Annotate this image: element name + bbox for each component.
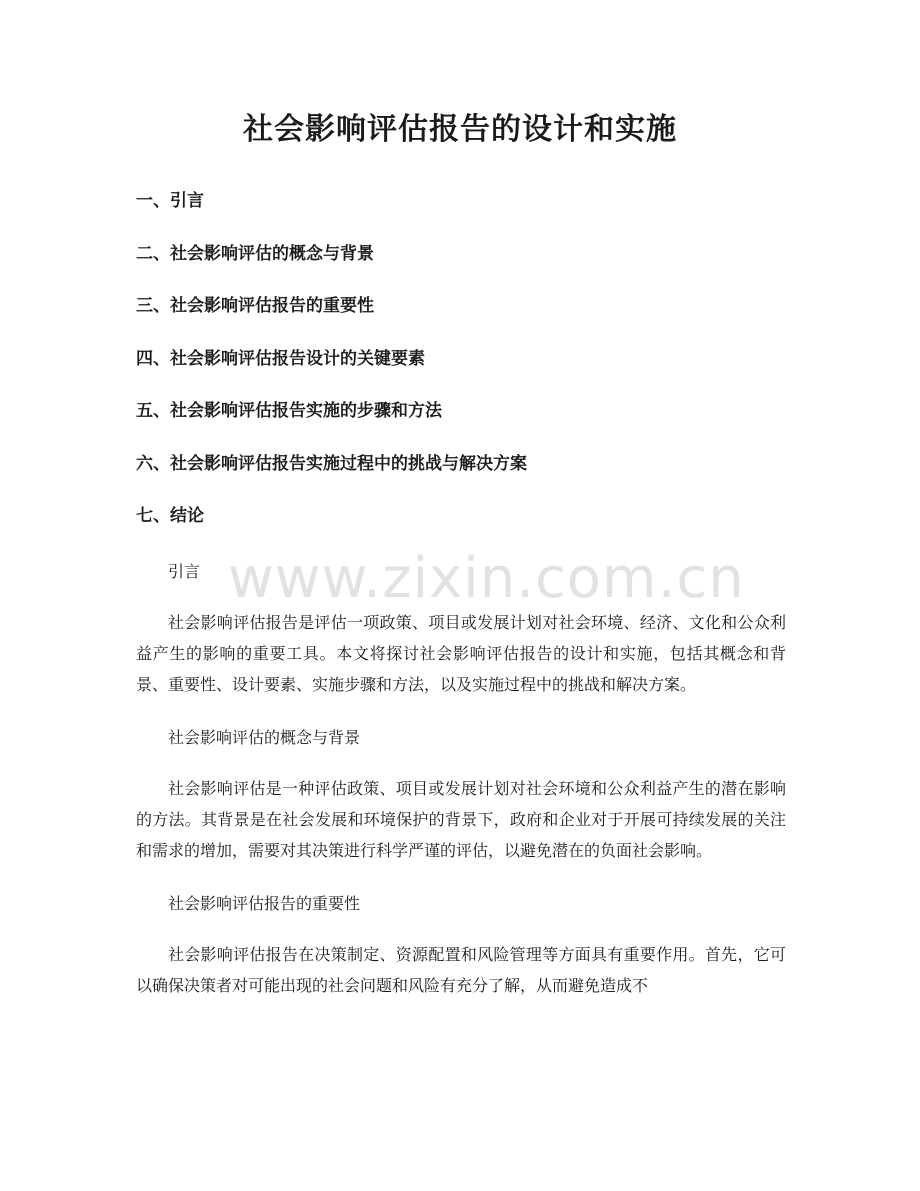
section-heading-intro: 引言 xyxy=(168,562,201,581)
section-heading-concept: 社会影响评估的概念与背景 xyxy=(168,728,361,747)
toc-item-2: 二、社会影响评估的概念与背景 xyxy=(136,243,374,264)
toc-item-3: 三、社会影响评估报告的重要性 xyxy=(136,296,374,316)
section-paragraph-intro: 社会影响评估报告是评估一项政策、项目或发展计划对社会环境、经济、文化和公众利益产生的影响的重要工具。本文将探讨社会影响评估报告的设计和实施，包括其概念和背景、重要性、设计要素、实施步骤和方法，以及实施过程中的挑战和解决方案。 xyxy=(136,613,786,694)
section-heading-importance: 社会影响评估报告的重要性 xyxy=(168,894,361,913)
section-paragraph-importance: 社会影响评估报告在决策制定、资源配置和风险管理等方面具有重要作用。首先，它可以确保决策者对可能出现的社会问题和风险有充分了解，从而避免造成不 xyxy=(136,945,786,995)
toc-item-6: 六、社会影响评估报告实施过程中的挑战与解决方案 xyxy=(136,453,527,474)
document-title: 社会影响评估报告的设计和实施 xyxy=(243,112,677,147)
watermark: www.zixin.com.cn xyxy=(228,546,745,611)
section-paragraph-concept: 社会影响评估是一种评估政策、项目或发展计划对社会环境和公众利益产生的潜在影响的方法。其背景是在社会发展和环境保护的背景下，政府和企业对于开展可持续发展的关注和需求的增加，需要对其决策进行科学严谨的评估，以避免潜在的负面社会影响。 xyxy=(136,779,786,860)
toc-item-7: 七、结论 xyxy=(136,506,204,526)
toc-item-5: 五、社会影响评估报告实施的步骤和方法 xyxy=(136,401,442,421)
document-body xyxy=(136,556,786,1023)
table-of-contents xyxy=(136,186,816,554)
toc-item-1: 一、引言 xyxy=(136,191,204,211)
toc-item-4: 四、社会影响评估报告设计的关键要素 xyxy=(136,348,425,369)
